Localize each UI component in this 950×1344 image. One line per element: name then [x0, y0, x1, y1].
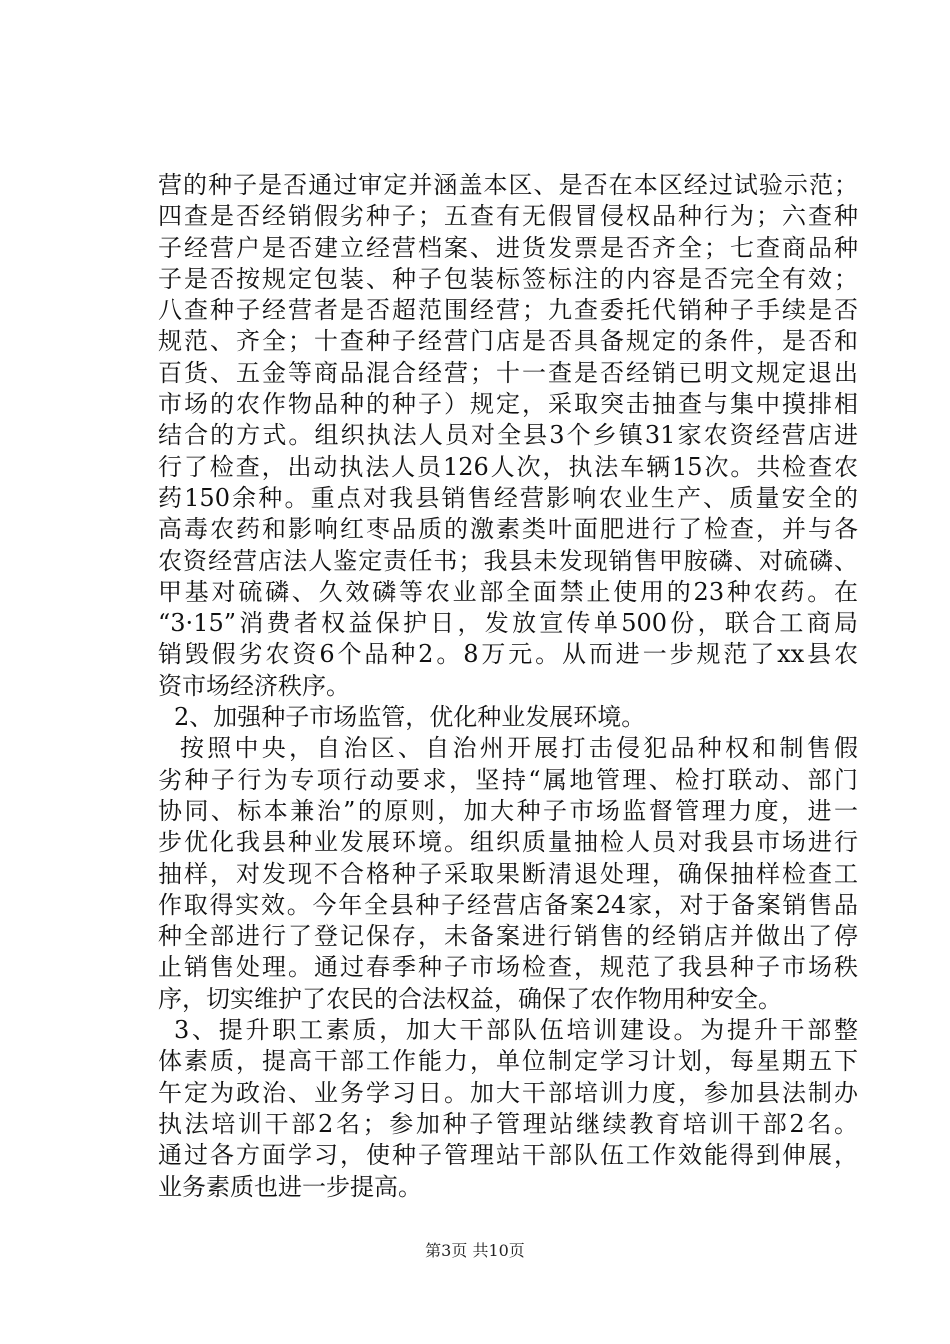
text-line: 步优化我县种业发展环境。组织质量抽检人员对我县市场进行 — [158, 828, 858, 857]
text-line: 抽样，对发现不合格种子采取果断清退处理，确保抽样检查工 — [158, 859, 858, 888]
text-line: 作取得实效。今年全县种子经营店备案24家，对于备案销售品 — [158, 890, 858, 919]
text-line: 农资经营店法人鉴定责任书；我县未发现销售甲胺磷、对硫磷、 — [158, 546, 858, 575]
section-heading: 2、加强种子市场监管，优化种业发展环境。 — [174, 703, 646, 732]
text-line: 止销售处理。通过春季种子市场检查，规范了我县种子市场秩 — [158, 953, 858, 982]
page-number-footer: 第3页 共10页 — [425, 1241, 525, 1260]
text-line: 通过各方面学习，使种子管理站干部队伍工作效能得到伸展， — [158, 1141, 858, 1170]
text-line: 销毁假劣农资6个品种2。8万元。从而进一步规范了xx县农 — [158, 640, 858, 669]
text-line: “3·15”消费者权益保护日，发放宣传单500份，联合工商局 — [158, 609, 858, 638]
text-line: 资市场经济秩序。 — [158, 671, 350, 700]
text-line: 劣种子行为专项行动要求，坚持“属地管理、检打联动、部门 — [158, 765, 858, 794]
document-body — [158, 170, 858, 1203]
text-line: 行了检查，出动执法人员126人次，执法车辆15次。共检查农 — [158, 452, 858, 481]
text-line: 八查种子经营者是否超范围经营；九查委托代销种子手续是否 — [158, 296, 858, 325]
text-line: 种全部进行了登记保存，未备案进行销售的经销店并做出了停 — [158, 922, 858, 951]
text-line: 药150余种。重点对我县销售经营影响农业生产、质量安全的 — [158, 483, 858, 512]
text-line: 序，切实维护了农民的合法权益，确保了农作物用种安全。 — [158, 984, 782, 1013]
text-line: 百货、五金等商品混合经营；十一查是否经销已明文规定退出 — [158, 358, 858, 387]
text-line: 业务素质也进一步提高。 — [158, 1172, 422, 1201]
text-line: 执法培训干部2名；参加种子管理站继续教育培训干部2名。 — [158, 1109, 858, 1138]
text-line: 营的种子是否通过审定并涵盖本区、是否在本区经过试验示范； — [158, 171, 858, 199]
text-line: 子是否按规定包装、种子包装标签标注的内容是否完全有效； — [158, 264, 858, 293]
text-line: 高毒农药和影响红枣品质的激素类叶面肥进行了检查，并与各 — [158, 515, 858, 544]
text-line: 结合的方式。组织执法人员对全县3个乡镇31家农资经营店进 — [158, 421, 858, 450]
text-line: 午定为政治、业务学习日。加大干部培训力度，参加县法制办 — [158, 1078, 858, 1107]
text-line: 四查是否经销假劣种子；五查有无假冒侵权品种行为；六查种 — [158, 202, 858, 231]
text-line: 规范、齐全；十查种子经营门店是否具备规定的条件，是否和 — [158, 327, 858, 356]
text-line: 协同、标本兼治”的原则，加大种子市场监督管理力度，进一 — [158, 796, 858, 825]
text-line: 甲基对硫磷、久效磷等农业部全面禁止使用的23种农药。在 — [158, 577, 858, 606]
text-line: 按照中央，自治区、自治州开展打击侵犯品种权和制售假 — [180, 734, 858, 763]
section-heading: 3、提升职工素质，加大干部队伍培训建设。为提升干部整 — [174, 1016, 858, 1045]
text-line: 市场的农作物品种的种子）规定，采取突击抽查与集中摸排相 — [158, 390, 858, 419]
text-line: 体素质，提高干部工作能力，单位制定学习计划，每星期五下 — [158, 1047, 858, 1076]
text-line: 子经营户是否建立经营档案、进货发票是否齐全；七查商品种 — [158, 233, 858, 262]
